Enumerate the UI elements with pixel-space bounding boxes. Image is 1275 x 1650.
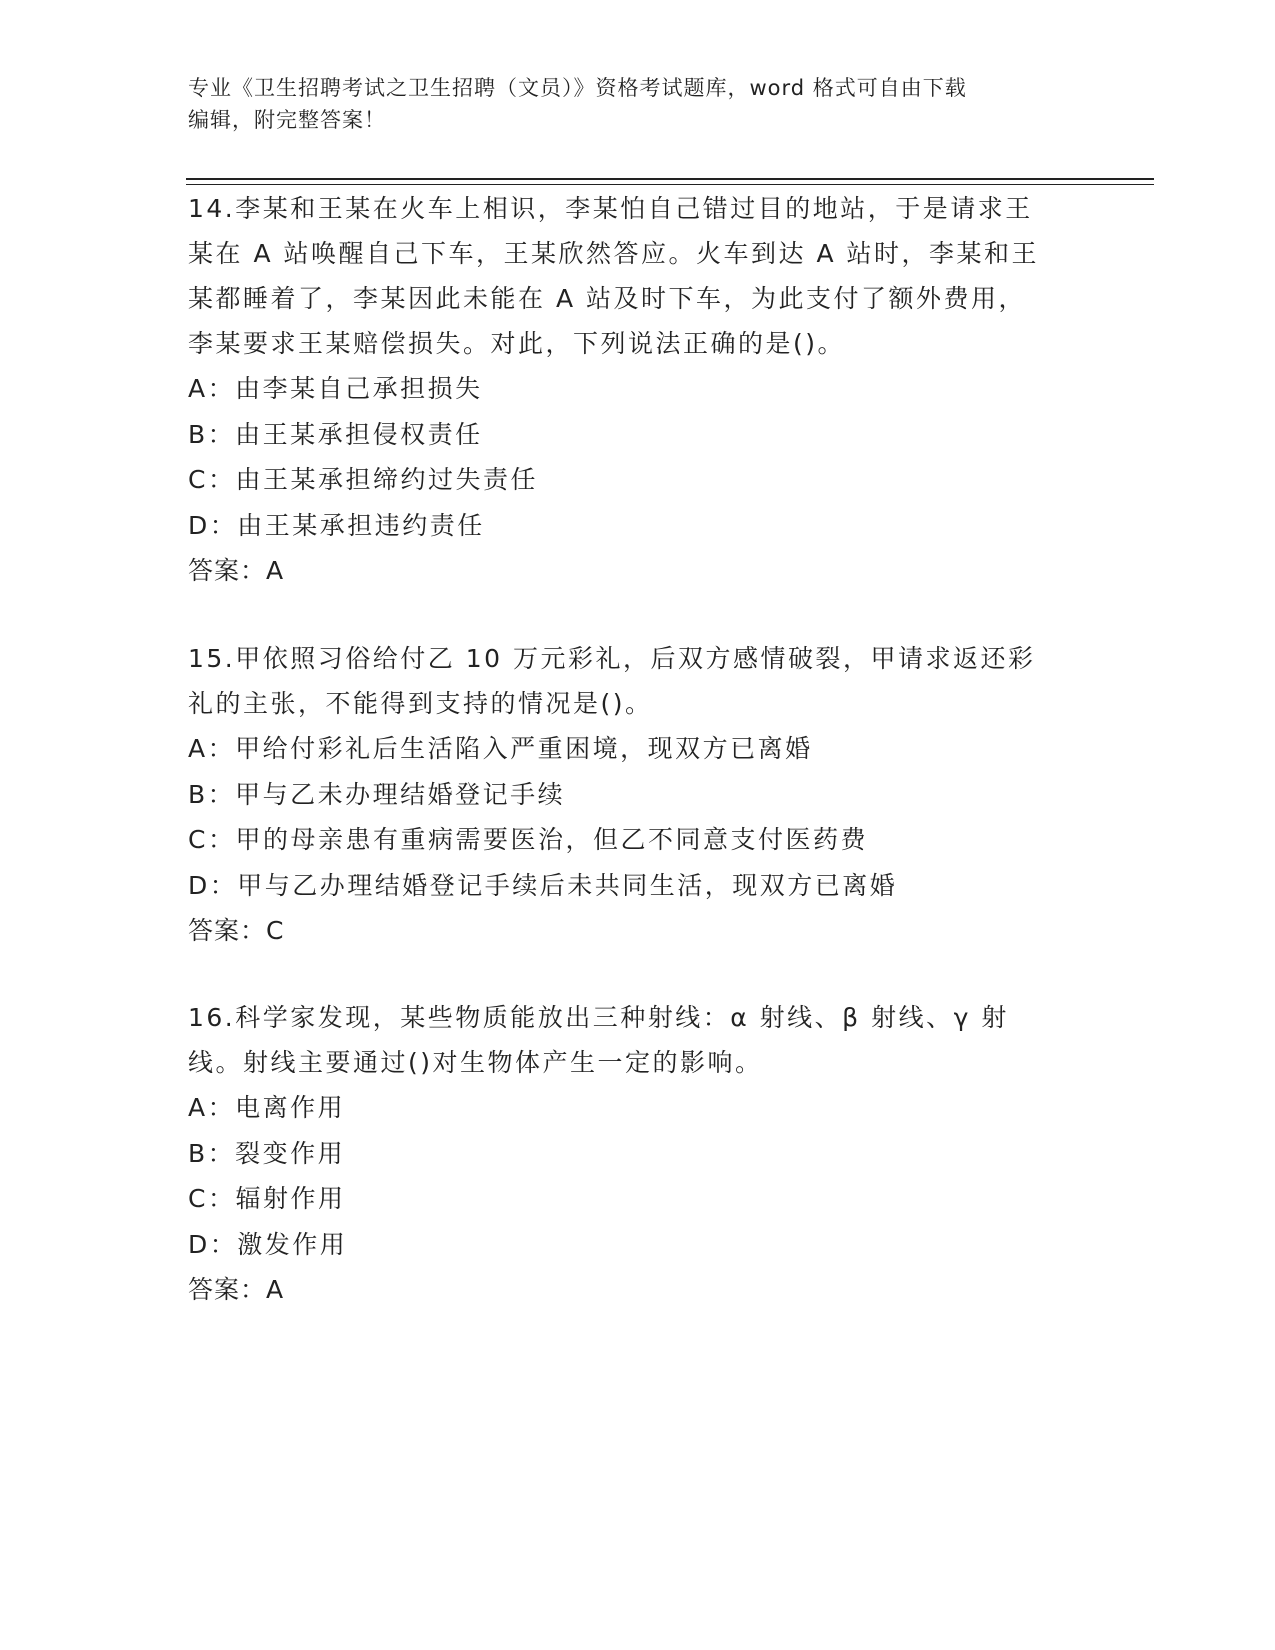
header-line-1: 专业《卫生招聘考试之卫生招聘（文员）》资格考试题库，word 格式可自由下载 (188, 76, 967, 100)
question-text-line: 线。射线主要通过()对生物体产生一定的影响。 (188, 1048, 763, 1077)
question-16 (188, 995, 1088, 1312)
question-text-line: 李某要求王某赔偿损失。对此，下列说法正确的是()。 (188, 329, 846, 358)
question-14-option-b: B：由王某承担侵权责任 (188, 419, 483, 449)
question-text-line: 15.甲依照习俗给付乙 10 万元彩礼，后双方感情破裂，甲请求返还彩 (188, 644, 1036, 673)
question-16-option-d: D：激发作用 (188, 1229, 348, 1259)
question-14-option-a: A：由李某自己承担损失 (188, 374, 483, 403)
question-14-option-d: D：由王某承担违约责任 (188, 510, 485, 540)
question-16-text (188, 995, 1088, 1085)
question-text-line: 某都睡着了，李某因此未能在 A 站及时下车，为此支付了额外费用， (188, 284, 1026, 313)
question-text-line: 14.李某和王某在火车上相识，李某怕自己错过目的地站，于是请求王 (188, 194, 1033, 223)
header-divider-thin (186, 184, 1154, 185)
question-text-line: 某在 A 站唤醒自己下车，王某欣然答应。火车到达 A 站时，李某和王 (188, 239, 1039, 268)
question-16-option-a: A：电离作用 (188, 1093, 346, 1122)
question-15-answer: 答案：C (188, 916, 285, 945)
question-15-option-a: A：甲给付彩礼后生活陷入严重困境，现双方已离婚 (188, 734, 813, 763)
question-15-text (188, 636, 1088, 726)
question-15-option-d: D：甲与乙办理结婚登记手续后未共同生活，现双方已离婚 (188, 870, 898, 900)
question-14-option-c: C：由王某承担缔约过失责任 (188, 465, 538, 494)
question-14-answer: 答案：A (188, 556, 285, 585)
question-15-option-c: C：甲的母亲患有重病需要医治，但乙不同意支付医药费 (188, 825, 868, 854)
question-16-answer: 答案：A (188, 1275, 285, 1304)
question-16-option-b: B：裂变作用 (188, 1138, 346, 1168)
document-header (188, 72, 1068, 136)
header-line-2: 编辑，附完整答案！ (188, 108, 386, 132)
question-14 (188, 186, 1088, 593)
question-16-option-c: C：辐射作用 (188, 1184, 346, 1213)
header-divider-thick (186, 178, 1154, 180)
question-14-text (188, 186, 1088, 366)
question-text-line: 16.科学家发现，某些物质能放出三种射线：α 射线、β 射线、γ 射 (188, 1003, 1009, 1032)
question-15 (188, 636, 1088, 953)
question-15-option-b: B：甲与乙未办理结婚登记手续 (188, 779, 566, 809)
question-text-line: 礼的主张，不能得到支持的情况是()。 (188, 689, 653, 718)
